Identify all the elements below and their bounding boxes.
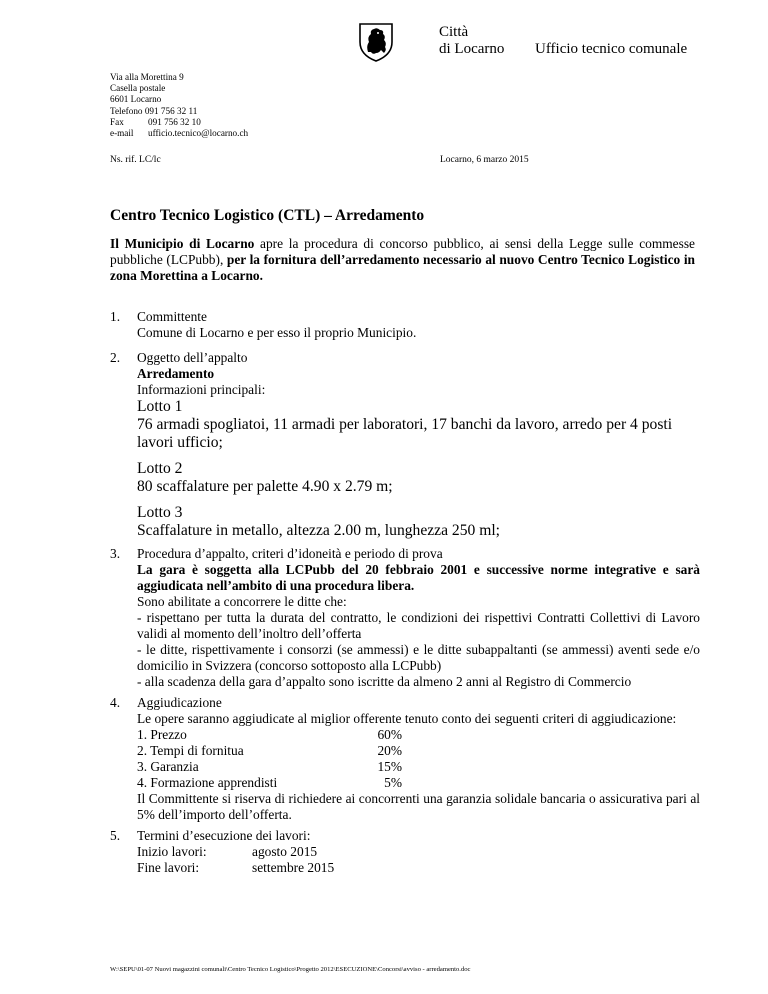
- fax-number: 091 756 32 10: [148, 116, 201, 127]
- address-phone: Telefono 091 756 32 11: [110, 105, 198, 116]
- section-line-3: - le ditte, rispettivamente i consorzi (se ammessi) e le ditte subappaltanti (se ammessi) aventi sede e/o domicilio in Svizzera (concorso sottoposto alla LCPubb): [137, 642, 700, 673]
- section-aggiudicazione: [110, 695, 700, 823]
- end-value: settembre 2015: [252, 860, 335, 875]
- office-name: Ufficio tecnico comunale: [535, 41, 688, 57]
- section-number: 1.: [110, 309, 121, 324]
- section-line-1: Sono abilitate a concorrere le ditte che:: [137, 594, 347, 609]
- intro-bold-object: per la fornitura dell’arredamento necessario al nuovo Centro Tecnico Logistico in zona Morettina a Locarno.: [110, 252, 695, 283]
- start-label: Inizio lavori:: [137, 844, 207, 859]
- section-text: Comune di Locarno e per esso il proprio Municipio.: [137, 325, 417, 340]
- email-address: ufficio.tecnico@locarno.ch: [148, 128, 249, 139]
- lotto-2-title: Lotto 2: [137, 460, 183, 477]
- fax-label: Fax: [110, 116, 124, 127]
- section-closing: Il Committente si riserva di richiedere ai concorrenti una garanzia solidale bancaria o assicurativa pari al 5% dell’importo dell’offerta.: [137, 791, 700, 822]
- document-title: Centro Tecnico Logistico (CTL) – Arredamento: [110, 207, 425, 224]
- file-path-footer: W:\SEPU\01-07 Nuovi magazzini comunali\Centro Tecnico Logistico\Progetto 2012\ESECUZIONE\Concorsi\avviso - arredamento.doc: [110, 966, 471, 973]
- city-line-1: Città: [439, 24, 469, 40]
- end-label: Fine lavori:: [137, 860, 200, 875]
- lotto-2-text: 80 scaffalature per palette 4.90 x 2.79 m;: [137, 478, 393, 495]
- criterion-row: [137, 743, 402, 759]
- lotto-3-title: Lotto 3: [137, 504, 183, 521]
- criterion-row: [137, 727, 402, 743]
- section-heading: Committente: [137, 309, 207, 324]
- section-bold: La gara è soggetta alla LCPubb del 20 febbraio 2001 e successive norme integrative e sarà aggiudicata nell’ambito di una procedura libera.: [137, 562, 700, 593]
- lotto-3-text: Scaffalature in metallo, altezza 2.00 m, lunghezza 250 ml;: [137, 522, 500, 539]
- criterion-name: 3. Garanzia: [137, 759, 199, 774]
- section-termini: [110, 828, 700, 876]
- reference: Ns. rif. LC/lc: [110, 155, 161, 165]
- section-line-4: - alla scadenza della gara d’appalto sono iscritte da almeno 2 anni al Registro di Commercio: [137, 674, 632, 689]
- email-label: e-mail: [110, 128, 134, 139]
- criterion-row: [137, 759, 402, 775]
- criterion-row: [137, 775, 402, 791]
- criterion-name: 2. Tempi di fornitua: [137, 743, 244, 758]
- intro-paragraph: [110, 236, 695, 284]
- section-number: 4.: [110, 695, 121, 710]
- criterion-name: 4. Formazione apprendisti: [137, 775, 278, 790]
- address-email: [110, 128, 248, 139]
- section-heading: Procedura d’appalto, criteri d’idoneità e periodo di prova: [137, 546, 443, 561]
- criterion-weight: 60%: [377, 727, 402, 742]
- section-info: Informazioni principali:: [137, 382, 266, 397]
- section-committente: [110, 309, 700, 341]
- section-line-2: - rispettano per tutta la durata del contratto, le condizioni dei rispettivi Contratti Collettivi di Lavoro validi al momento dell’inoltro dell’offerta: [137, 610, 700, 641]
- section-number: 2.: [110, 350, 121, 365]
- section-heading: Termini d’esecuzione dei lavori:: [137, 828, 311, 843]
- section-heading: Oggetto dell’appalto: [137, 350, 248, 365]
- start-value: agosto 2015: [252, 844, 318, 859]
- lotto-1-text: 76 armadi spogliatoi, 11 armadi per laboratori, 17 banchi da lavoro, arredo per 4 posti lavori ufficio;: [137, 416, 673, 451]
- section-heading: Aggiudicazione: [137, 695, 222, 710]
- section-number: 3.: [110, 546, 121, 561]
- intro-text: apre la procedura di concorso pubblico, ai sensi della Legge sulle commesse pubbliche (LCPubb),: [110, 236, 695, 267]
- lotto-1-title: Lotto 1: [137, 398, 183, 415]
- locarno-lion-crest-icon: [357, 22, 395, 62]
- address-zip-city: 6601 Locarno: [110, 94, 162, 105]
- section-bold: Arredamento: [137, 366, 215, 381]
- criterion-name: 1. Prezzo: [137, 727, 187, 742]
- section-oggetto: [110, 350, 700, 540]
- address-box: Casella postale: [110, 83, 166, 94]
- address-fax: [110, 117, 248, 128]
- criterion-weight: 5%: [384, 775, 402, 790]
- start-row: [137, 844, 700, 860]
- criterion-weight: 20%: [377, 743, 402, 758]
- section-text: Le opere saranno aggiudicate al miglior offerente tenuto conto dei seguenti criteri di aggiudicazione:: [137, 711, 677, 726]
- section-number: 5.: [110, 828, 121, 843]
- address-street: Via alla Morettina 9: [110, 72, 184, 82]
- criterion-weight: 15%: [377, 759, 402, 774]
- address-block: [110, 72, 248, 139]
- letter-date: Locarno, 6 marzo 2015: [440, 155, 529, 165]
- city-name: [439, 24, 504, 58]
- end-row: [137, 860, 700, 876]
- city-line-2: di Locarno: [439, 41, 505, 57]
- intro-bold-subject: Il Municipio di Locarno: [110, 236, 255, 251]
- section-procedura: [110, 546, 700, 690]
